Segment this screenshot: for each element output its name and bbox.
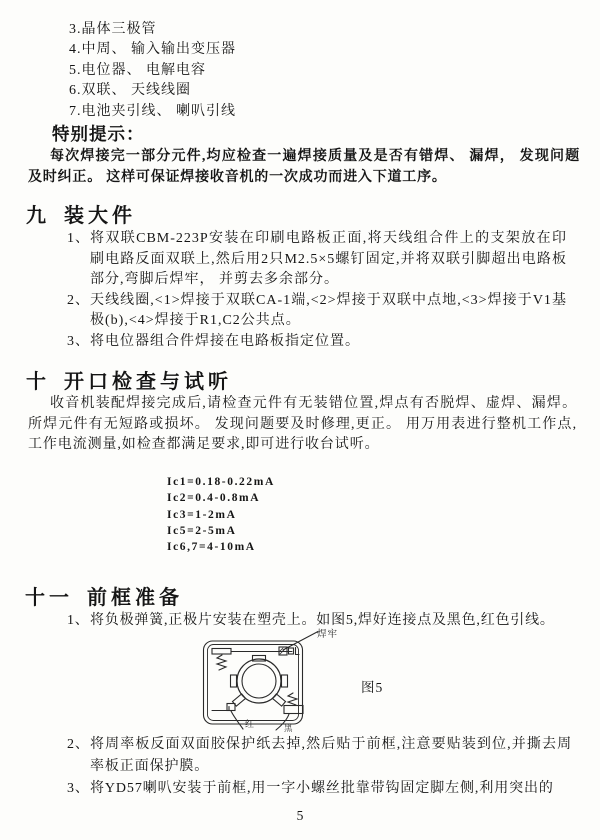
black-lead-label: 黑 bbox=[284, 723, 293, 733]
section-10-body: 收音机装配焊接完成后,请检查元件有无装错位置,焊点有否脱焊、虚焊、漏焊。所焊元件有无短路或损坏。 发现问题要及时修理,更正。 用万用表进行整机工作点,工作电流测量,如检查都满足要求,即可进行收台试听。 bbox=[28, 396, 577, 452]
list-item-number: 1、 bbox=[67, 613, 90, 628]
contact-bracket bbox=[212, 707, 229, 711]
parts-list-item: 7.电池夹引线、 喇叭引线 bbox=[69, 103, 236, 119]
list-item-text: 将电位器组合件焊接在电路板指定位置。 bbox=[90, 333, 360, 349]
positive-plate bbox=[212, 649, 231, 655]
list-item-number: 3、 bbox=[67, 333, 90, 349]
mount-tab-bottom-left bbox=[232, 694, 245, 706]
section-11-heading bbox=[25, 581, 183, 610]
section-11-title: 前框准备 bbox=[87, 587, 183, 609]
parts-list-item: 4.中周、 输入输出变压器 bbox=[69, 42, 236, 58]
mount-tab-bottom-right bbox=[272, 694, 285, 706]
figure-5-caption: 图5 bbox=[361, 680, 384, 695]
list-item-number: 3、 bbox=[67, 781, 90, 796]
battery-spring-icon bbox=[217, 655, 226, 670]
list-item bbox=[67, 229, 567, 291]
list-item-text: 天线线圈,<1>焊接于双联CA-1端,<2>焊接于双联中点地,<3>焊接于V1基极(b),<4>焊接于R1,C2公共点。 bbox=[90, 292, 567, 329]
parts-list-item: 3.晶体三极管 bbox=[69, 22, 157, 37]
section-9-heading bbox=[26, 199, 136, 228]
red-lead-wire bbox=[231, 711, 243, 729]
section-9-list bbox=[67, 229, 567, 353]
current-value: Ic5=2-5mA bbox=[167, 524, 237, 537]
list-item-text: 将负极弹簧,正极片安装在塑壳上。如图5,焊好连接点及黑色,红色引线。 bbox=[90, 613, 555, 628]
parts-list bbox=[69, 20, 236, 122]
list-item-text: 将YD57喇叭安装于前框,用一字小螺丝批靠带钩固定脚左侧,利用突出的 bbox=[90, 781, 554, 796]
special-note-body: 每次焊接完一部分元件,均应检查一遍焊接质量及是否有错焊、 漏焊， 发现问题及时纠正。 这样可保证焊接收音机的一次成功而进入下道工序。 bbox=[28, 149, 580, 185]
section-10-number: 十 bbox=[26, 371, 50, 393]
figure-5-drawing bbox=[175, 626, 355, 738]
section-11-list-bottom bbox=[67, 734, 572, 800]
list-item bbox=[67, 734, 572, 778]
section-11-number: 十一 bbox=[25, 587, 73, 609]
list-item bbox=[67, 778, 572, 800]
list-item-number: 2、 bbox=[67, 737, 90, 752]
page-number: 5 bbox=[296, 808, 304, 823]
collector-current-table bbox=[167, 474, 275, 555]
section-10-title: 开口检查与试听 bbox=[64, 371, 232, 393]
mount-tab-top bbox=[253, 656, 266, 662]
list-item-number: 1、 bbox=[67, 231, 90, 246]
section-9-title: 装大件 bbox=[64, 205, 136, 227]
special-note-title: 特别提示： bbox=[52, 124, 145, 144]
section-10-heading bbox=[26, 365, 232, 394]
list-item bbox=[67, 332, 567, 353]
mount-tab-right bbox=[282, 675, 288, 687]
list-item-text: 将周率板反面双面胶保护纸去掉,然后贴于前框,注意要贴装到位,并撕去周率板正面保护膜。 bbox=[90, 737, 572, 774]
negative-plate bbox=[284, 706, 303, 714]
current-value: Ic2=0.4-0.8mA bbox=[167, 492, 261, 505]
list-item-number: 2、 bbox=[67, 292, 90, 308]
parts-list-item: 5.电位器、 电解电容 bbox=[69, 62, 206, 78]
current-value: Ic6,7=4-10mA bbox=[167, 541, 256, 554]
speaker-opening-inner bbox=[242, 664, 276, 698]
list-item-text: 将双联CBM-223P安装在印刷电路板正面,将天线组合件上的支架放在印刷电路反面双联上,然后用2只M2.5×5螺钉固定,并将双联引脚超出电路板部分,弯脚后焊牢， 并剪去多余部分。 bbox=[90, 231, 567, 288]
solder-callout-label: 焊牢 bbox=[317, 630, 339, 640]
parts-list-item: 6.双联、 天线线圈 bbox=[69, 83, 191, 99]
current-value: Ic3=1-2mA bbox=[167, 508, 237, 521]
red-lead-label: 红 bbox=[245, 719, 255, 729]
contact-plate bbox=[227, 704, 235, 711]
mount-tab-left bbox=[231, 675, 237, 687]
list-item bbox=[67, 291, 567, 332]
battery-spring-icon bbox=[288, 693, 297, 705]
current-value: Ic1=0.18-0.22mA bbox=[167, 476, 275, 488]
section-9-number: 九 bbox=[26, 205, 50, 227]
